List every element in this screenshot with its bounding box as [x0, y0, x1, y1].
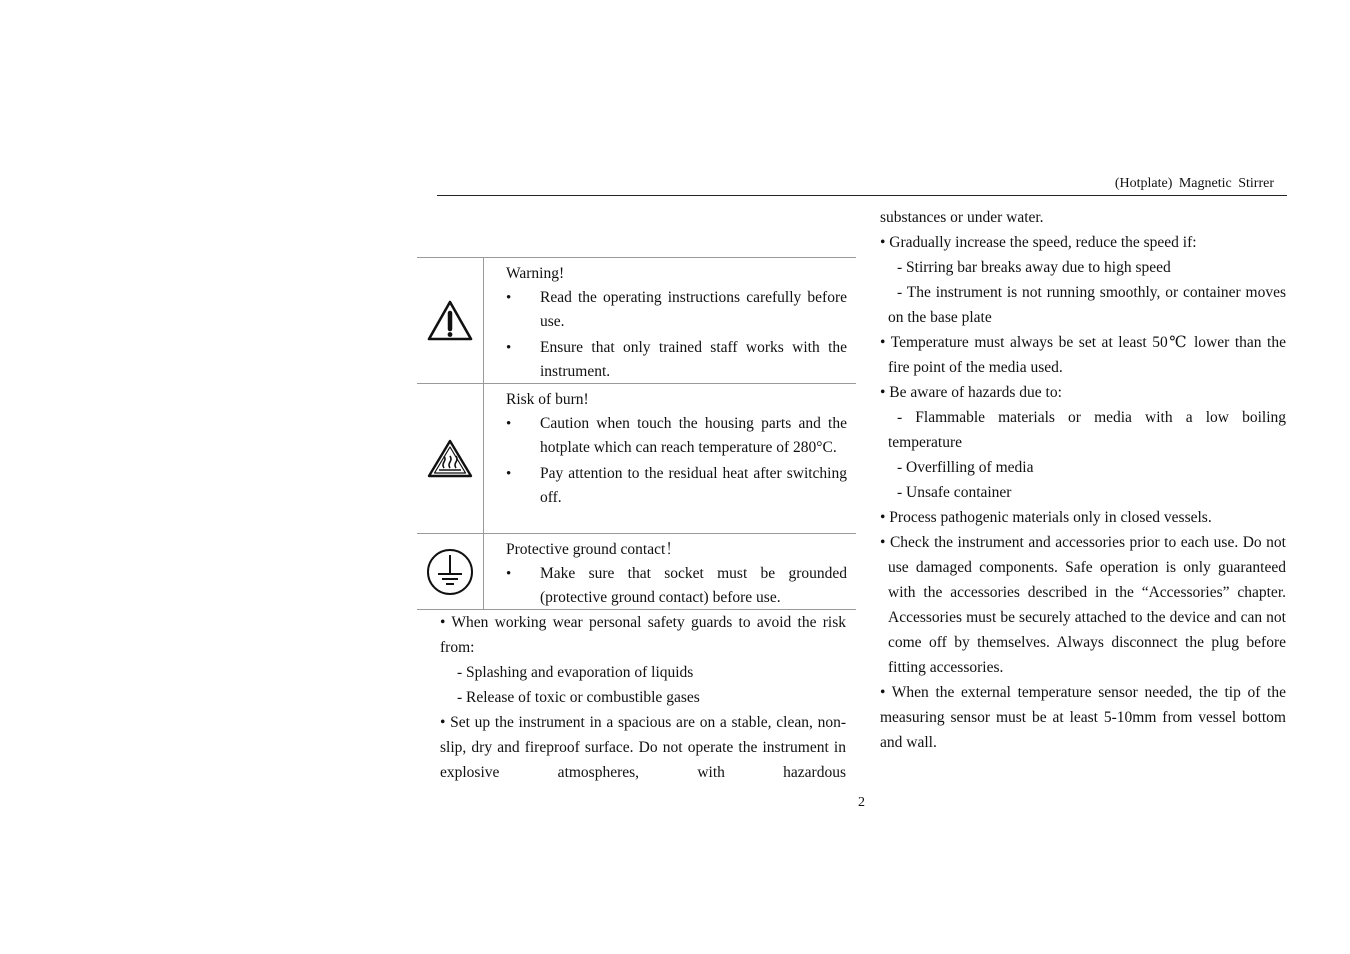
paragraph-hazards: • Be aware of hazards due to:	[880, 384, 1062, 401]
page-number: 2	[858, 795, 865, 810]
paragraph-continued: substances or under water.	[880, 209, 1044, 226]
ground-text-cell	[484, 534, 856, 609]
paragraph-sensor: • When the external temperature sensor needed, the tip of the measuring sensor must be at least 5-10mm from vessel bottom and wall.	[880, 684, 1286, 751]
paragraph-safety-guards: • When working wear personal safety guards to avoid the risk from:	[440, 614, 846, 656]
list-item: • Make sure that socket must be grounded (protective ground contact) before use.	[506, 562, 847, 610]
safety-row-burn	[417, 383, 856, 533]
sub-item: - Stirring bar breaks away due to high speed	[897, 259, 1171, 276]
sub-item: - Unsafe container	[897, 484, 1012, 501]
sub-item: - Flammable materials or media with a low boiling temperature	[888, 409, 1286, 451]
burn-text-cell	[484, 384, 856, 533]
paragraph-temperature: • Temperature must always be set at least 50℃ lower than the fire point of the media used.	[880, 334, 1286, 376]
sub-item: - The instrument is not running smoothly, or container moves on the base plate	[888, 284, 1286, 326]
sub-item: - Overfilling of media	[897, 459, 1034, 476]
right-column	[880, 205, 1286, 755]
burn-title: Risk of burn!	[506, 391, 589, 408]
safety-row-ground	[417, 533, 856, 610]
burn-bullets	[506, 412, 847, 510]
ground-bullets	[506, 562, 847, 610]
bullet-dot: •	[506, 566, 512, 582]
sub-item: - Splashing and evaporation of liquids	[457, 664, 694, 681]
list-item: • Caution when touch the housing parts and the hotplate which can reach temperature of 280°C.	[506, 412, 847, 460]
warning-text-cell	[484, 258, 856, 383]
sub-item: - Release of toxic or combustible gases	[457, 689, 700, 706]
paragraph-speed: • Gradually increase the speed, reduce the speed if:	[880, 234, 1197, 251]
list-item: • Ensure that only trained staff works with the instrument.	[506, 336, 847, 384]
paragraph-setup: • Set up the instrument in a spacious are on a stable, clean, non-slip, dry and fireproof surface. Do not operate the instrument in explosive atmospheres, with hazardous	[440, 714, 846, 781]
bullet-dot: •	[506, 416, 512, 432]
ground-title: Protective ground contact！	[506, 541, 681, 558]
header-title: (Hotplate) Magnetic Stirrer	[1114, 176, 1274, 191]
bullet-dot: •	[506, 466, 512, 482]
hot-surface-icon	[417, 384, 484, 533]
paragraph-check-accessories: • Check the instrument and accessories prior to each use. Do not use damaged components. Safe operation is only guaranteed with the accessories described in the “Accessories” chapter. Accessories must be securely attached to the device and can not come off by themselves. Always disconnect the plug before fitting accessories.	[880, 534, 1286, 676]
paragraph-pathogenic: • Process pathogenic materials only in closed vessels.	[880, 509, 1212, 526]
left-column	[440, 610, 846, 785]
header-rule	[437, 195, 1287, 196]
list-item: • Read the operating instructions carefully before use.	[506, 286, 847, 334]
warning-title: Warning!	[506, 265, 565, 282]
bullet-dot: •	[506, 340, 512, 356]
list-item: • Pay attention to the residual heat after switching off.	[506, 462, 847, 510]
warning-triangle-icon	[417, 258, 484, 383]
safety-table	[417, 257, 856, 610]
safety-row-warning	[417, 257, 856, 383]
warning-bullets	[506, 286, 847, 384]
protective-ground-icon	[417, 534, 484, 609]
bullet-dot: •	[506, 290, 512, 306]
